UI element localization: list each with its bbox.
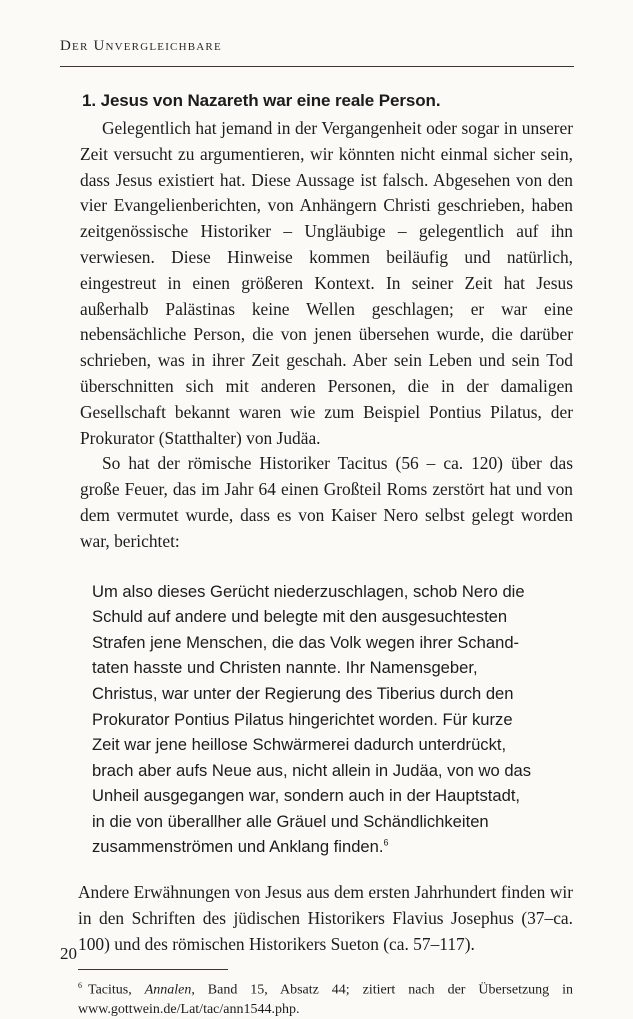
quote-line-last [92,834,562,860]
block-quote [92,579,562,861]
running-header: Der Unvergleichbare [60,38,222,54]
footnote-work-title: Annalen [144,983,192,999]
section-heading: 1. Jesus von Nazareth war eine reale Person. [82,91,441,110]
quote-line: Zeit war jene heillose Schwärmerei dadurch unterdrückt, [92,735,507,755]
paragraph-3: Andere Erwähnungen von Jesus aus dem ersten Jahrhundert finden wir in den Schriften des jüdischen Historikers Flavius Josephus (37–ca. 100) und des römischen Historikers Sueton (ca. 57–117). [78,882,573,954]
paragraph-1: Gelegentlich hat jemand in der Vergangenheit oder sogar in unserer Zeit versucht zu argumentieren, wir könnten nicht einmal sicher sein, dass Jesus existiert hat. Diese Aussage ist falsch. Abgesehen von den vier Evangelienberichten, von Anhängern Christi geschrieben, haben zeitgenössische Historiker – Ungläubige – gelegentlich auf ihn verwiesen. Diese Hinweise kommen beiläufig und natürlich, eingestreut in einen größeren Kontext. In seiner Zeit hat Jesus außerhalb Palästinas keine Wellen geschlagen; er war eine nebensächliche Person, die von jenen übersehen wurde, die darüber schrieben, was in ihrer Zeit geschah. Aber sein Leben und sein Tod überschnitten sich mit anderen Personen, die in der damaligen Gesellschaft bekannt waren wie zum Beispiel Pontius Pilatus, der Prokurator (Statthalter) von Judäa. [80,118,573,448]
quote-line: brach aber aufs Neue aus, nicht allein in Judäa, von wo das [92,760,532,780]
page-number: 20 [60,944,77,963]
quote-line: Prokurator Pontius Pilatus hingerichtet worden. Für kurze [92,709,513,729]
quote-line: Um also dieses Gerücht niederzuschlagen, schob Nero die [92,581,525,601]
footnote-text-after: , Band 15, Absatz 44; zitiert nach der Übersetzung in www.gottwein.de/Lat/tac/ann1544.php. [78,983,574,1018]
quote-line: Christus, war unter der Regierung des Tiberius durch den [92,683,514,703]
page-content [80,88,573,1019]
header-rule [60,66,574,67]
footnote-text-before: Tacitus, [88,983,145,999]
footnote-reference[interactable]: 6 [383,837,389,848]
quote-line: Strafen jene Menschen, die das Volk wegen ihrer Schand- [92,632,520,652]
quote-line: Schuld auf andere und belegte mit den ausgesuchtesten [92,607,508,627]
quote-line: Unheil ausgegangen war, sondern auch in der Hauptstadt, [92,786,521,806]
quote-line: taten hasste und Christen nannte. Ihr Namensgeber, [92,658,478,678]
footnote-rule [78,969,228,970]
footnote [78,976,573,1019]
footnote-marker: 6 [78,981,82,991]
quote-line: in die von überallher alle Gräuel und Schändlichkeiten [92,811,489,831]
quote-line-text: zusammenströmen und Anklang finden. [92,837,384,857]
paragraph-2: So hat der römische Historiker Tacitus (56 – ca. 120) über das große Feuer, das im Jahr 64 einen Großteil Roms zerstört hat und von dem vermutet wurde, dass es von Kaiser Nero selbst gelegt worden war, berichtet: [80,453,573,551]
